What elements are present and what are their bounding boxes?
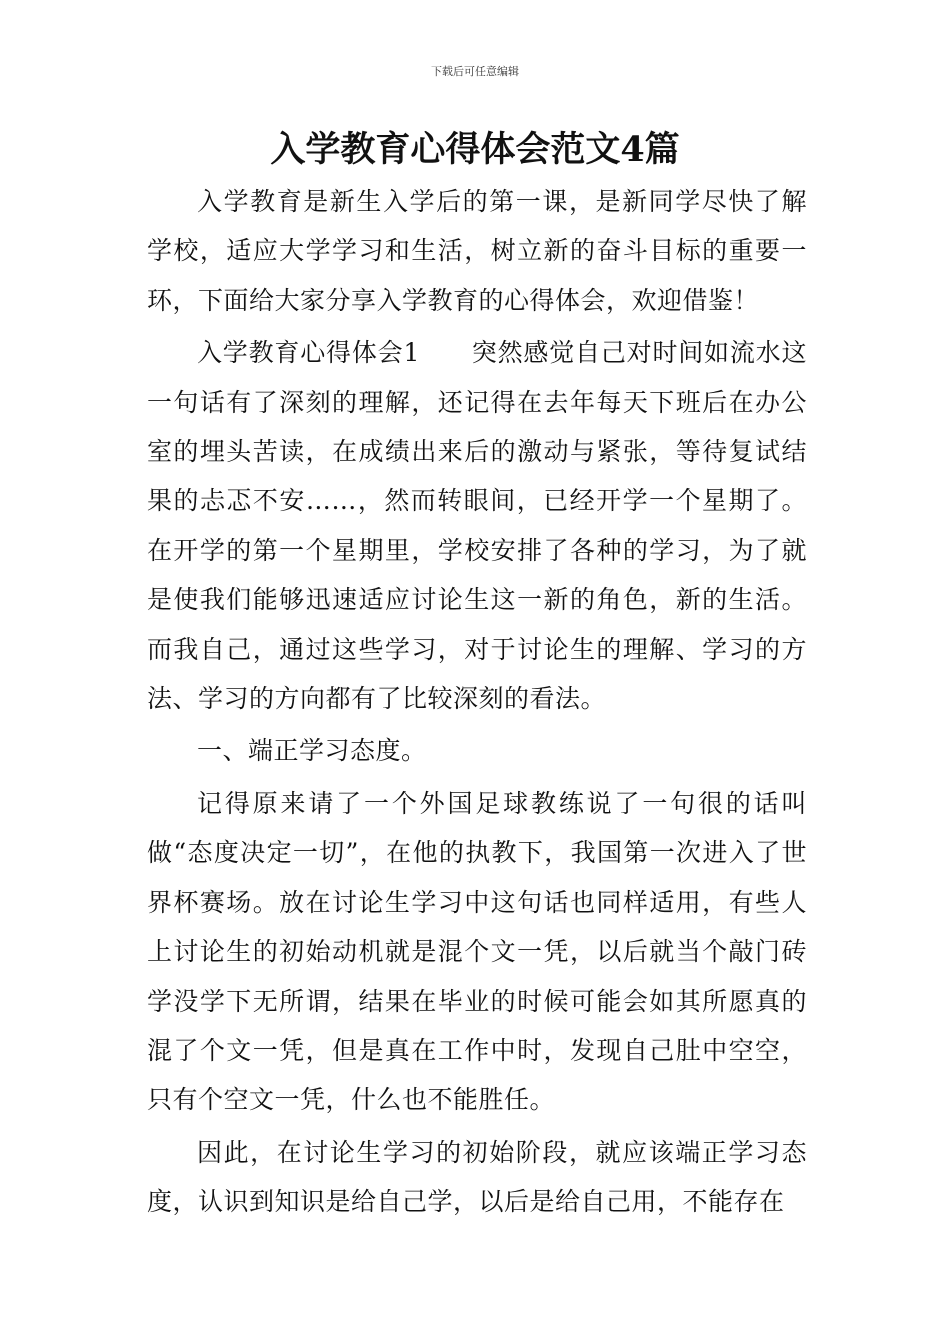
document-title: 入学教育心得体会范文4篇 [270,129,680,170]
body-paragraph: 记得原来请了一个外国足球教练说了一句很的话叫做“态度决定一切”，在他的执教下，我国第一次进入了世界杯赛场。放在讨论生学习中这句话也同样适用，有些人上讨论生的初始动机就是混个文一凭，以后就当个敲门砖学没学下无所谓，结果在毕业的时候可能会如其所愿真的混了个文一凭，但是真在工作中时，发现自己肚中空空，只有个空文一凭，什么也不能胜任。 [147,788,807,1115]
document-body [147,177,807,1227]
page-header-note: 下载后可任意编辑 [431,65,519,78]
section-heading: 一、端正学习态度。 [197,736,427,766]
body-paragraph: 入学教育心得体会1 突然感觉自己对时间如流水这一句话有了深刻的理解，还记得在去年每天下班后在办公室的埋头苦读，在成绩出来后的激动与紧张，等待复试结果的忐忑不安……，然而转眼间，已经开学一个星期了。在开学的第一个星期里，学校安排了各种的学习，为了就是使我们能够迅速适应讨论生这一新的角色，新的生活。而我自己，通过这些学习，对于讨论生的理解、学习的方法、学习的方向都有了比较深刻的看法。 [147,338,807,714]
intro-paragraph: 入学教育是新生入学后的第一课，是新同学尽快了解学校，适应大学学习和生活，树立新的奋斗目标的重要一环，下面给大家分享入学教育的心得体会，欢迎借鉴！ [147,187,807,315]
body-paragraph: 因此，在讨论生学习的初始阶段，就应该端正学习态度，认识到知识是给自己学，以后是给自己用，不能存在 [147,1137,807,1217]
